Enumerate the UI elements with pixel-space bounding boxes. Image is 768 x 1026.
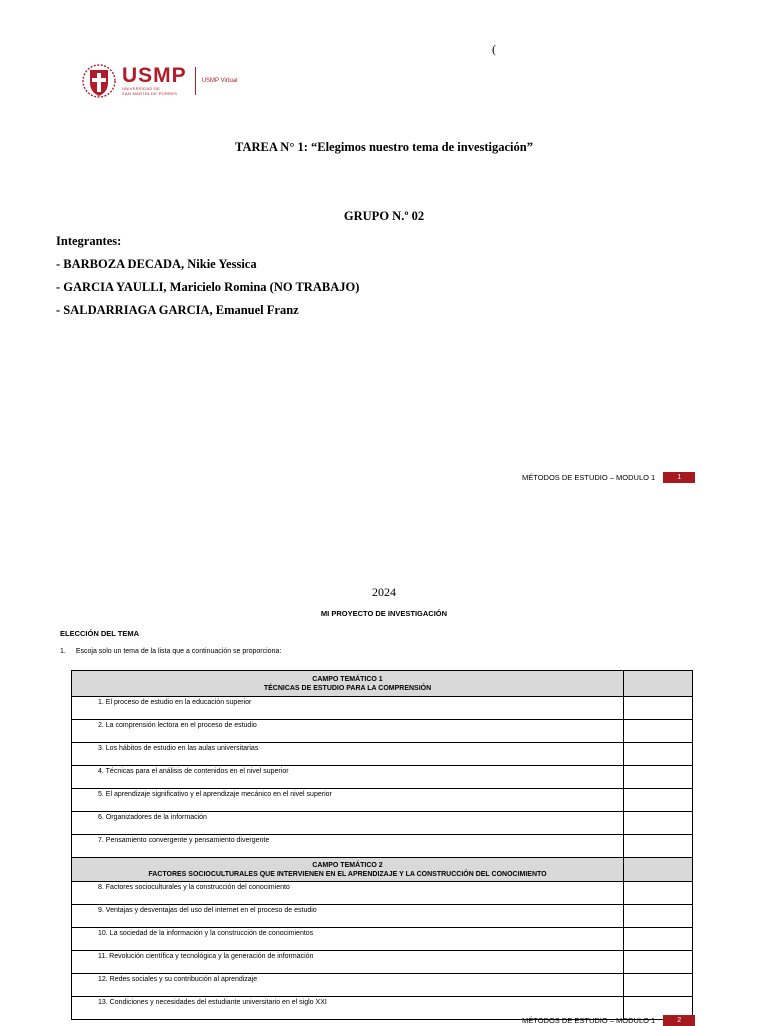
member-item: - BARBOZA DECADA, Nikie Yessica — [56, 257, 257, 271]
table-row — [72, 882, 693, 905]
table-row — [72, 974, 693, 997]
field-title: CAMPO TEMÁTICO 2 — [312, 861, 383, 869]
topic-cell: 9. Ventajas y desventajas del uso del internet en el proceso de estudio — [72, 905, 624, 928]
page-number: 1 — [663, 472, 695, 483]
topic-cell: 7. Pensamiento convergente y pensamiento divergente — [72, 835, 624, 858]
members-heading: Integrantes: — [56, 234, 122, 248]
selection-cell[interactable] — [624, 766, 693, 789]
topic-cell: 1. El proceso de estudio en la educación superior — [72, 697, 624, 720]
member-item: - GARCIA YAULLI, Maricielo Romina (NO TRABAJO) — [56, 280, 360, 294]
table-row — [72, 766, 693, 789]
field-header — [72, 858, 693, 882]
topic-cell: 5. El aprendizaje significativo y el aprendizaje mecánico en el nivel superior — [72, 789, 624, 812]
selection-cell[interactable] — [624, 789, 693, 812]
selection-cell[interactable] — [624, 928, 693, 951]
topic-cell: 11. Revolución científica y tecnológica y la generación de información — [72, 951, 624, 974]
page-footer-2 — [522, 1015, 695, 1026]
year: 2024 — [372, 585, 396, 599]
page-footer-1 — [522, 472, 695, 483]
footer-label: MÉTODOS DE ESTUDIO – MODULO 1 — [522, 1016, 656, 1025]
field-header — [72, 671, 693, 697]
topic-cell: 6. Organizadores de la información — [72, 812, 624, 835]
topic-cell: 3. Los hábitos de estudio en las aulas universitarias — [72, 743, 624, 766]
usmp-logo — [82, 62, 237, 100]
table-row — [72, 720, 693, 743]
project-title: MI PROYECTO DE INVESTIGACIÓN — [320, 609, 448, 618]
usmp-shield-icon — [82, 63, 116, 99]
topic-cell: 10. La sociedad de la información y la construcción de conocimientos — [72, 928, 624, 951]
table-row — [72, 905, 693, 928]
field-header-cell — [72, 671, 624, 697]
topics-table — [71, 670, 693, 1020]
instruction — [60, 648, 291, 655]
field-subtitle: TÉCNICAS DE ESTUDIO PARA LA COMPRENSIÓN — [263, 684, 432, 692]
selection-cell[interactable] — [624, 882, 693, 905]
members-list — [56, 234, 359, 326]
footer-label: MÉTODOS DE ESTUDIO – MODULO 1 — [522, 473, 656, 482]
table-row — [72, 835, 693, 858]
logo-divider — [195, 67, 196, 95]
topic-cell: 13. Condiciones y necesidades del estudiante universitario en el siglo XXI — [72, 997, 624, 1020]
table-row — [72, 812, 693, 835]
stray-parenthesis: ( — [492, 42, 496, 56]
selection-cell[interactable] — [624, 697, 693, 720]
selection-cell[interactable] — [624, 720, 693, 743]
election-heading: ELECCIÓN DEL TEMA — [60, 629, 140, 638]
field-header-cell — [72, 858, 624, 882]
selection-cell[interactable] — [624, 974, 693, 997]
instruction-number: 1. — [60, 648, 66, 655]
topic-cell: 2. La comprensión lectora en el proceso de estudio — [72, 720, 624, 743]
topic-cell: 4. Técnicas para el análisis de contenidos en el nivel superior — [72, 766, 624, 789]
member-item: - SALDARRIAGA GARCIA, Emanuel Franz — [56, 303, 299, 317]
logo-subtitle-line1: UNIVERSIDAD DE — [122, 86, 161, 91]
selection-cell[interactable] — [624, 812, 693, 835]
selection-cell[interactable] — [624, 905, 693, 928]
table-row — [72, 789, 693, 812]
table-row — [72, 951, 693, 974]
group-number: GRUPO N.º 02 — [343, 209, 425, 223]
table-row — [72, 928, 693, 951]
selection-cell[interactable] — [624, 671, 693, 697]
table-row — [72, 697, 693, 720]
logo-virtual: USMP Virtual — [201, 78, 238, 84]
page-number: 2 — [663, 1015, 695, 1026]
logo-subtitle-line2: SAN MARTÍN DE PORRES — [122, 91, 178, 96]
field-title: CAMPO TEMÁTICO 1 — [312, 675, 383, 683]
task-title: TAREA N° 1: “Elegimos nuestro tema de investigación” — [235, 140, 533, 154]
selection-cell[interactable] — [624, 743, 693, 766]
instruction-text: Escoja solo un tema de la lista que a continuación se proporciona: — [75, 648, 282, 655]
logo-name: USMP — [122, 64, 187, 87]
topic-cell: 8. Factores socioculturales y la construcción del conocimiento — [72, 882, 624, 905]
selection-cell[interactable] — [624, 858, 693, 882]
topic-cell: 12. Redes sociales y su contribución al aprendizaje — [72, 974, 624, 997]
selection-cell[interactable] — [624, 835, 693, 858]
selection-cell[interactable] — [624, 951, 693, 974]
field-subtitle: FACTORES SOCIOCULTURALES QUE INTERVIENEN EN EL APRENDIZAJE Y LA CONSTRUCCIÓN DEL CONOCIMIENTO — [148, 870, 547, 878]
table-row — [72, 743, 693, 766]
